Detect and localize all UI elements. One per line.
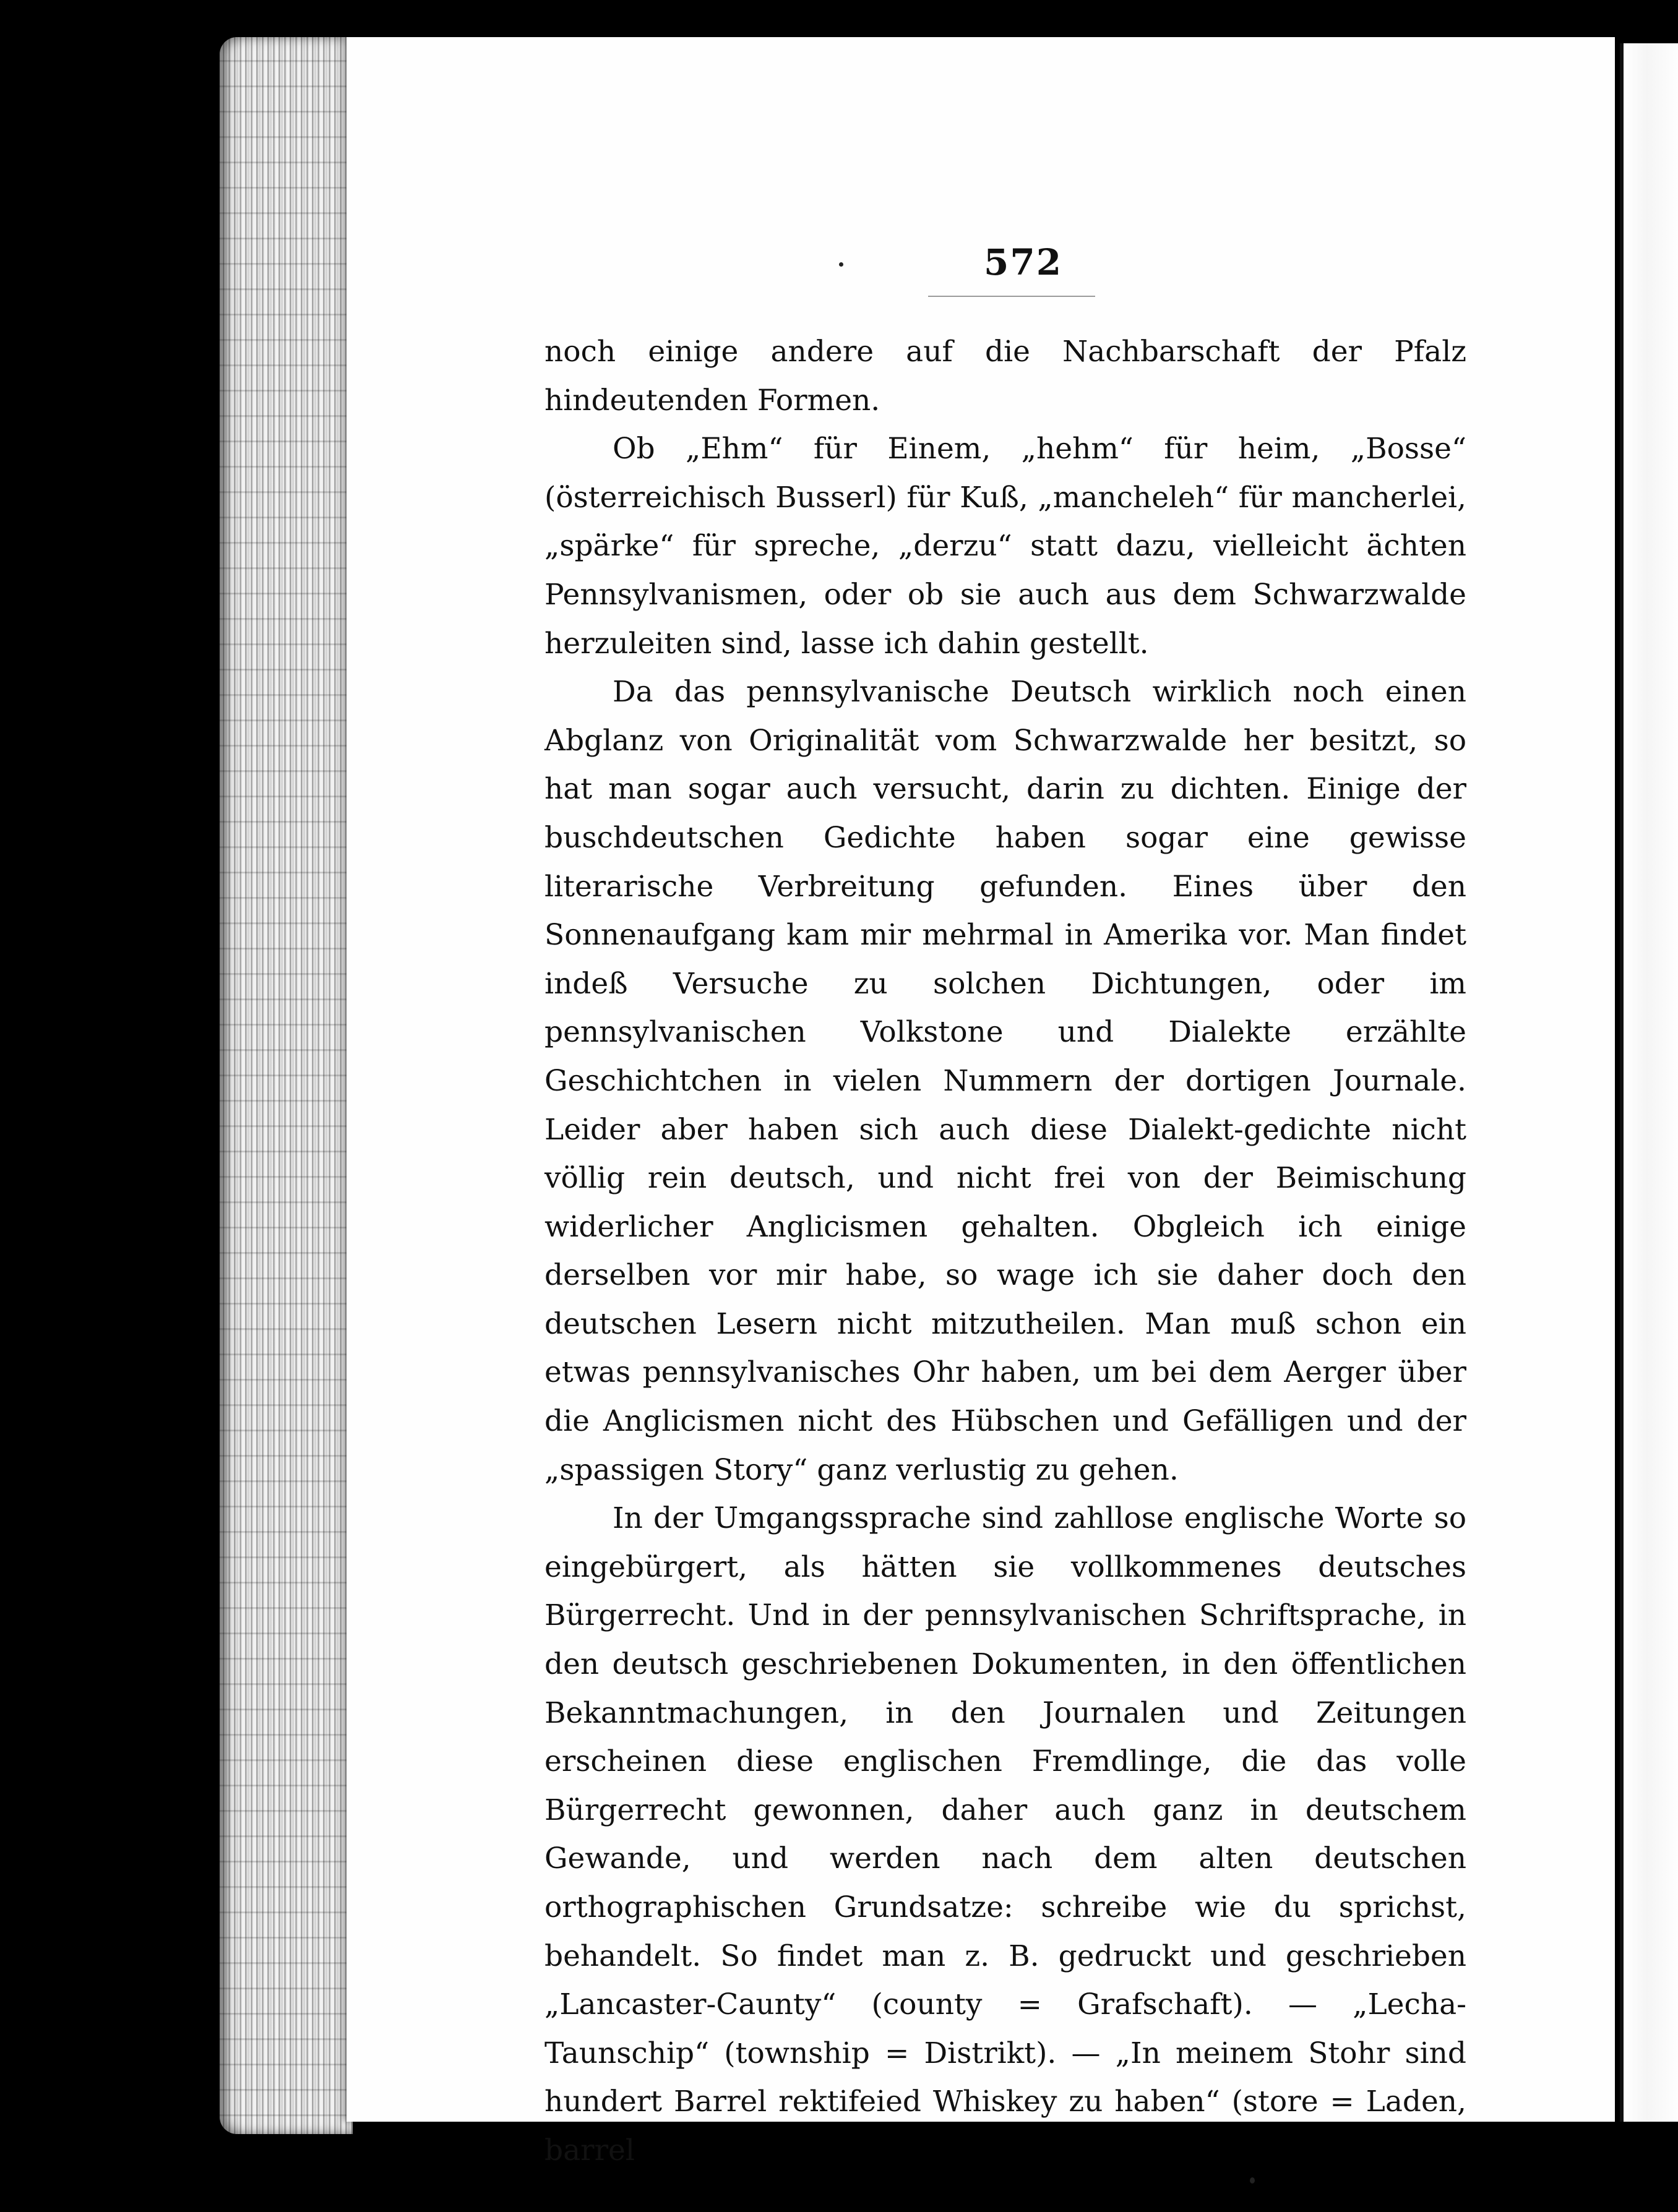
paragraph-1: noch einige andere auf die Nachbarschaft der Pfalz hindeutenden Formen.	[544, 335, 1466, 418]
paragraph-3: Da das pennsylvanische Deutsch wirklich noch einen Abglanz von Originalität vom Schwarzwalde her besitzt, so hat man sogar auch versucht, darin zu dichten. Einige der buschdeutschen Gedichte haben sogar eine gewisse literarische Verbreitung gefunden. Eines über den Sonnenaufgang kam mir mehrmal in Amerika vor. Man findet indeß Versuche zu solchen Dichtungen, oder im pennsylvanischen Volkstone und Dialekte erzählte Geschichtchen in vielen Nummern der dortigen Journale. Leider aber haben sich auch diese Dialekt-gedichte nicht völlig rein deutsch, und nicht frei von der Beimischung widerlicher Anglicismen gehalten. Obgleich ich einige derselben vor mir habe, so wage ich sie daher doch den deutschen Lesern nicht mitzutheilen. Man muß schon ein etwas pennsylvanisches Ohr haben, um bei dem Aerger über die Anglicismen nicht des Hübschen und Gefälligen und der „spassigen Story“ ganz verlustig zu gehen.	[544, 675, 1466, 1487]
scan-speck	[1250, 2177, 1255, 2184]
page-number: 572	[984, 241, 1063, 283]
paragraph-2: Ob „Ehm“ für Einem, „hehm“ für heim, „Bosse“ (österreichisch Busserl) für Kuß, „mancheleh“ für mancherlei, „spärke“ für spreche, „derzu“ statt dazu, vielleicht ächten Pennsylvanismen, oder ob sie auch aus dem Schwarzwalde herzuleiten sind, lasse ich dahin gestellt.	[544, 432, 1466, 661]
header-rule	[928, 296, 1095, 297]
book-page-edges	[220, 37, 353, 2134]
scan-speck	[839, 262, 843, 267]
facing-page-edge	[1620, 43, 1678, 2122]
paragraph-4: In der Umgangssprache sind zahllose englische Worte so eingebürgert, als hätten sie vollkommenes deutsches Bürgerrecht. Und in der pennsylvanischen Schriftsprache, in den deutsch geschriebenen Dokumenten, in den öffentlichen Bekanntmachungen, in den Journalen und Zeitungen erscheinen diese englischen Fremdlinge, die das volle Bürgerrecht gewonnen, daher auch ganz in deutschem Gewande, und werden nach dem alten deutschen orthographischen Grundsatze: schreibe wie du sprichst, behandelt. So findet man z. B. gedruckt und geschrieben „Lancaster-Caunty“ (county = Grafschaft). — „Lecha-Taunschip“ (township = Distrikt). — „In meinem Stohr sind hundert Barrel rektifeied Whiskey zu haben“ (store = Laden, barrel	[544, 1501, 1466, 2167]
body-text	[544, 328, 1466, 2176]
